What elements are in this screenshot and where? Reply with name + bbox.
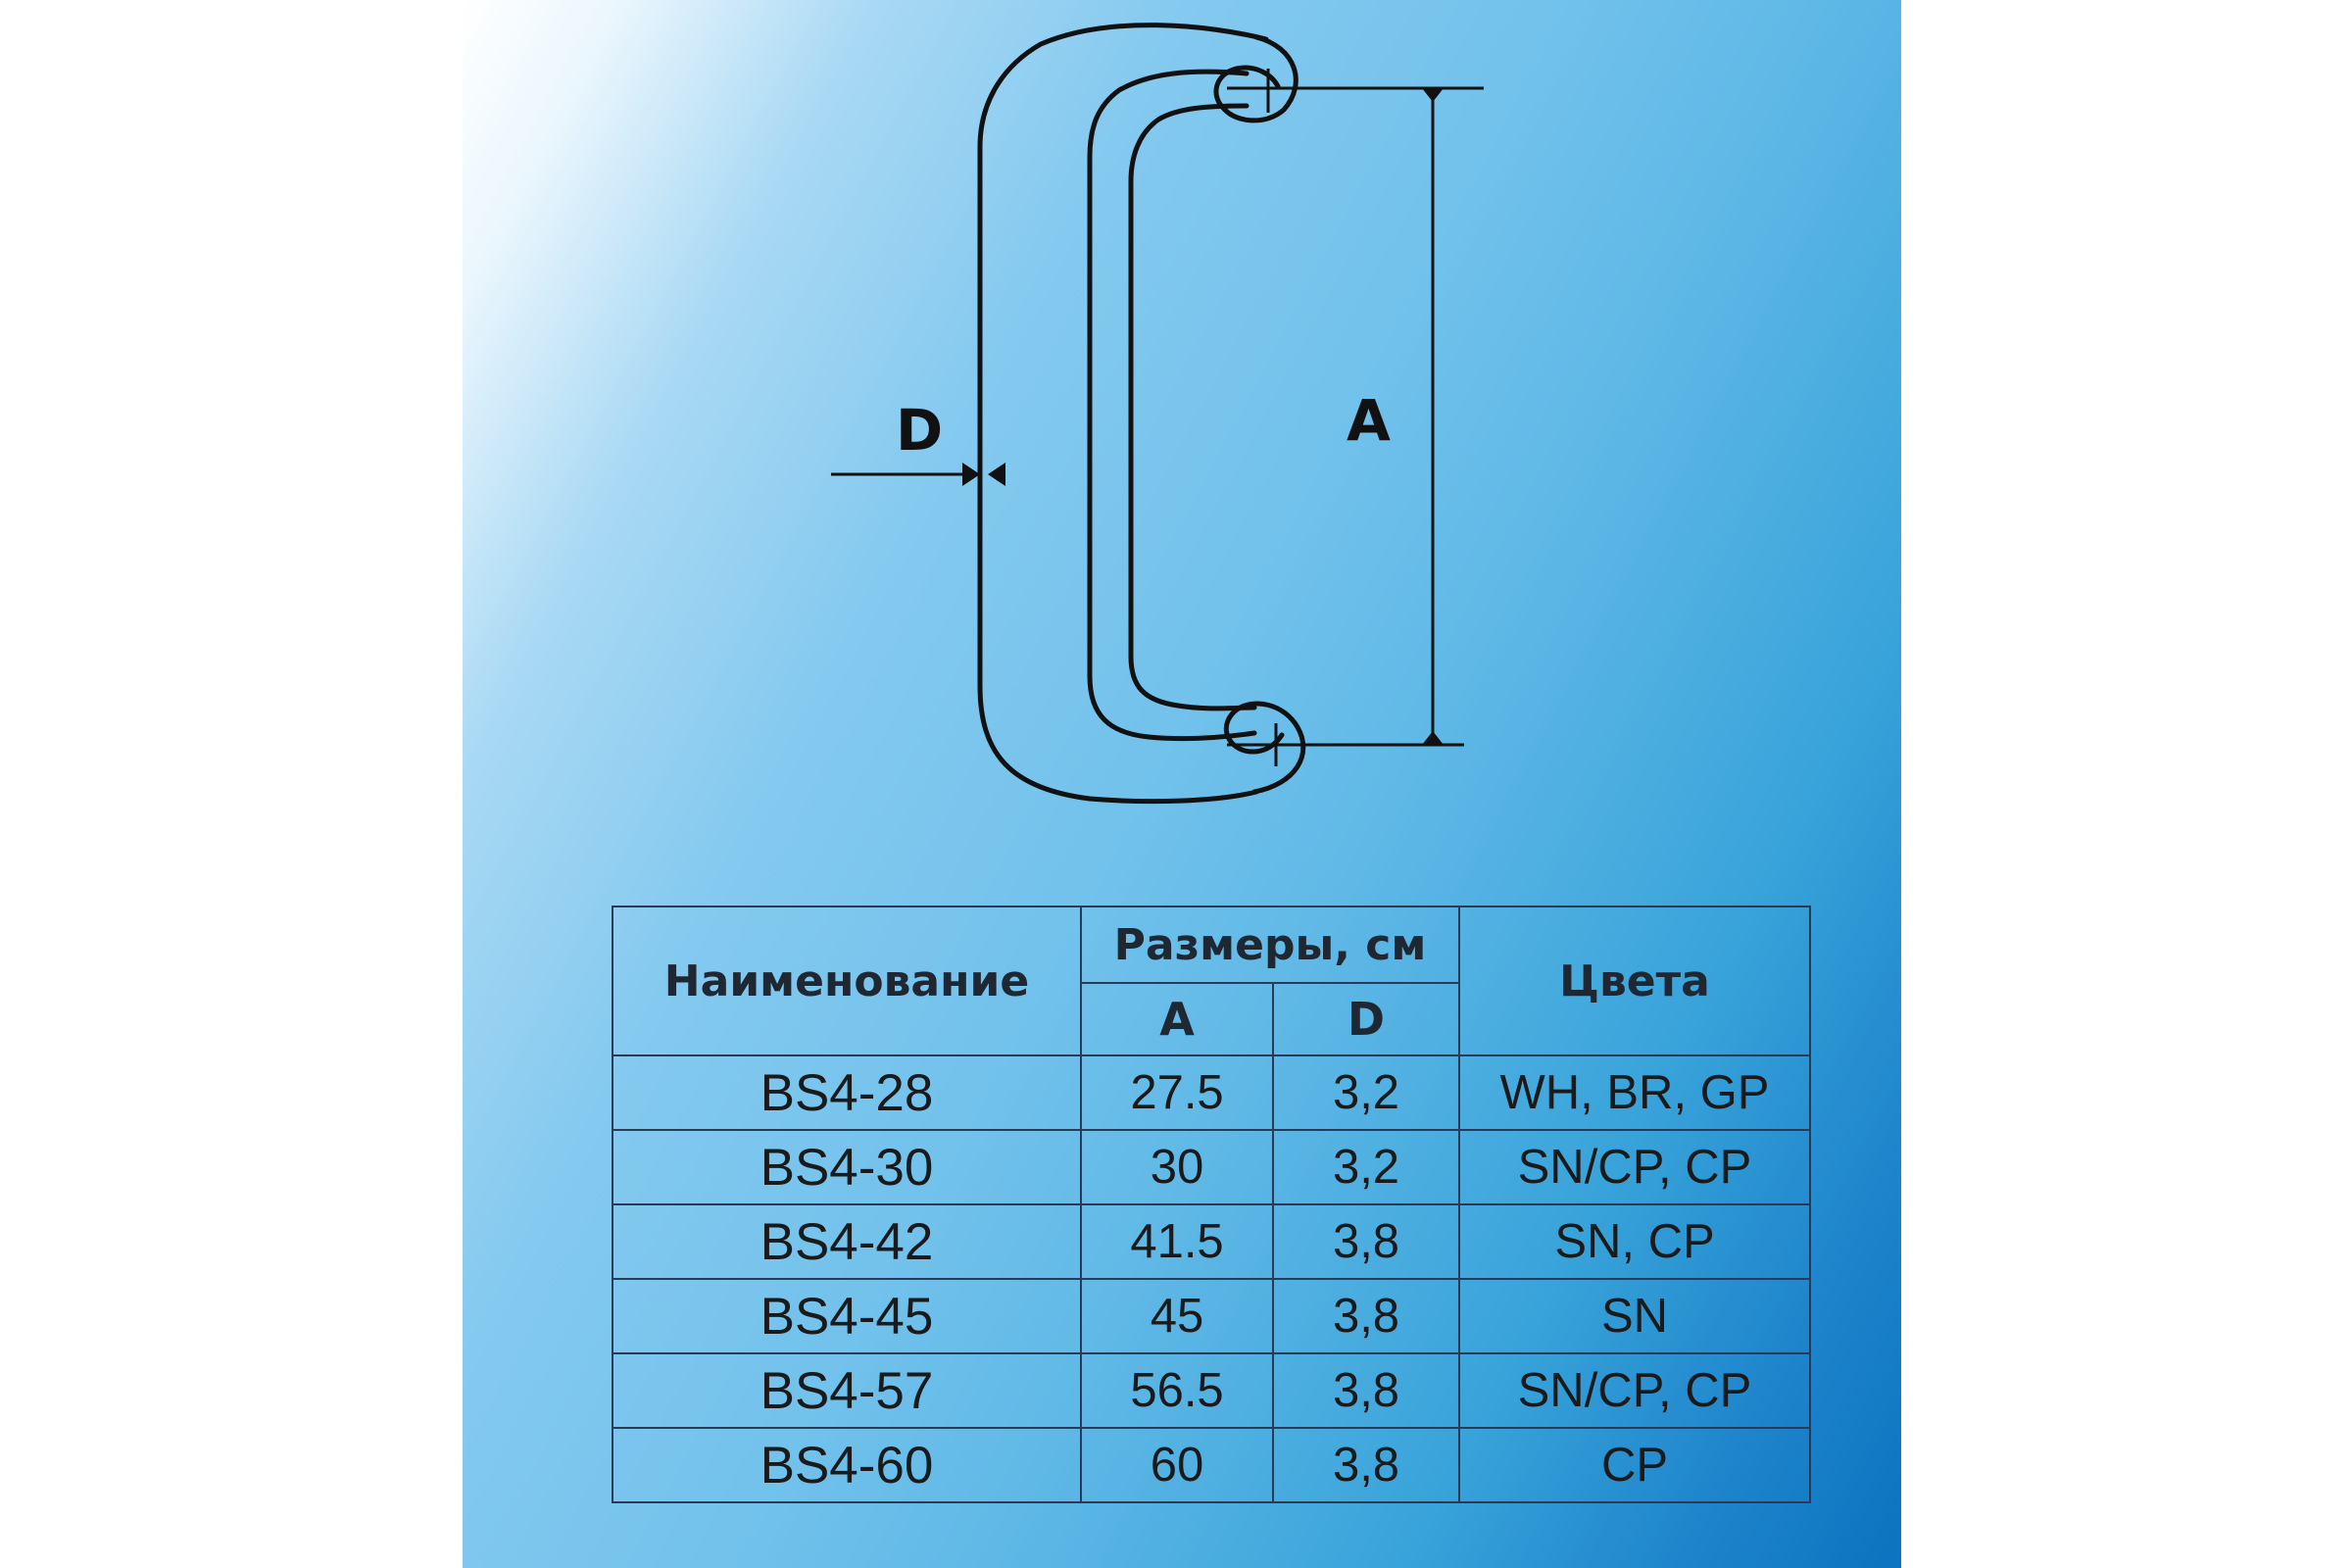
row-d: 3,8	[1273, 1204, 1459, 1279]
row-a: 56.5	[1081, 1353, 1273, 1428]
row-name: BS4-42	[612, 1204, 1081, 1279]
dim-d-arrow-right	[988, 463, 1005, 486]
handle-drawing	[463, 0, 1901, 882]
table-row	[612, 1055, 1810, 1130]
table-row	[612, 1130, 1810, 1204]
row-a: 60	[1081, 1428, 1273, 1502]
row-colors: SN, CP	[1459, 1204, 1810, 1279]
row-d: 3,8	[1273, 1353, 1459, 1428]
row-name: BS4-57	[612, 1353, 1081, 1428]
header-name: Наименование	[612, 906, 1081, 1055]
header-d: D	[1273, 983, 1459, 1055]
row-d: 3,8	[1273, 1279, 1459, 1353]
row-name: BS4-45	[612, 1279, 1081, 1353]
row-colors: SN/CP, CP	[1459, 1130, 1810, 1204]
row-a: 30	[1081, 1130, 1273, 1204]
row-name: BS4-28	[612, 1055, 1081, 1130]
dimension-d-label: D	[896, 397, 944, 464]
handle-outer-contour	[980, 25, 1266, 802]
dim-a-arrow-top	[1422, 88, 1444, 102]
header-colors: Цвета	[1459, 906, 1810, 1055]
row-d: 3,2	[1273, 1130, 1459, 1204]
dimension-a-label: A	[1347, 387, 1391, 454]
header-a: A	[1081, 983, 1273, 1055]
handle-inner-contour	[1131, 106, 1254, 709]
specifications-table	[612, 906, 1811, 1503]
dim-a-arrow-bottom	[1422, 731, 1444, 745]
dim-d-arrow-left	[962, 463, 980, 486]
table-row	[612, 1428, 1810, 1502]
row-name: BS4-30	[612, 1130, 1081, 1204]
handle-middle-contour	[1090, 72, 1254, 739]
row-a: 41.5	[1081, 1204, 1273, 1279]
table-row	[612, 1353, 1810, 1428]
row-a: 27.5	[1081, 1055, 1273, 1130]
row-colors: SN/CP, CP	[1459, 1353, 1810, 1428]
table-row	[612, 1279, 1810, 1353]
row-colors: CP	[1459, 1428, 1810, 1502]
row-a: 45	[1081, 1279, 1273, 1353]
row-colors: SN	[1459, 1279, 1810, 1353]
row-d: 3,2	[1273, 1055, 1459, 1130]
row-d: 3,8	[1273, 1428, 1459, 1502]
table-row	[612, 1204, 1810, 1279]
header-sizes: Размеры, см	[1081, 906, 1459, 983]
background-panel	[463, 0, 1901, 1568]
row-colors: WH, BR, GP	[1459, 1055, 1810, 1130]
row-name: BS4-60	[612, 1428, 1081, 1502]
